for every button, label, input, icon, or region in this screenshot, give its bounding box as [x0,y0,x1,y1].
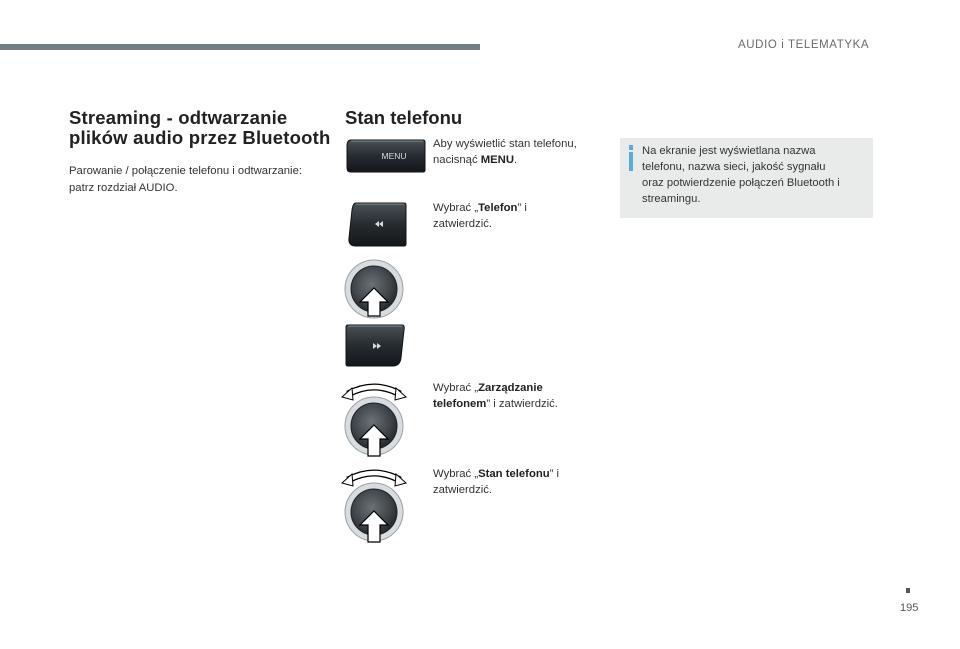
step-2-bold: Telefon [478,202,518,214]
streaming-heading-line2: plików audio przez Bluetooth [69,127,331,148]
streaming-body-line2: patrz rozdział AUDIO. [69,182,178,194]
info-icon-gap [629,150,633,152]
header-bar [0,44,480,50]
info-box [620,138,873,218]
step-3-post: ” i zatwierdzić. [486,398,558,410]
step-4-line2: zatwierdzić. [433,484,493,496]
step-3-bold1: Zarządzanie [478,382,543,394]
rotary-knob-rotate-push-2[interactable] [340,466,408,546]
step-3-pre: Wybrać „ [433,382,479,394]
info-line1: Na ekranie jest wyświetlana nazwa [642,145,816,157]
rotary-knob-rotate-push-1[interactable] [340,380,408,460]
next-button[interactable] [344,322,408,368]
page-marker [906,588,910,593]
step-4-text [433,466,608,498]
step-2-text [433,200,608,232]
streaming-body-line1: Parowanie / połączenie telefonu i odtwarzanie: [69,165,302,177]
step-4-pre: Wybrać „ [433,468,479,480]
info-line4: streamingu. [642,193,701,205]
info-line3: oraz potwierdzenie połączeń Bluetooth i [642,177,840,189]
section-label: AUDIO i TELEMATYKA [738,39,870,51]
info-icon [629,145,633,171]
info-line2: telefonu, nazwa sieci, jakość sygnału [642,161,826,173]
previous-button[interactable] [344,200,408,248]
step-4-bold: Stan telefonu [478,468,550,480]
info-text [642,143,867,207]
step-2-line2: zatwierdzić. [433,218,493,230]
step-2-pre: Wybrać „ [433,202,479,214]
step-4-post: ” i [549,468,560,480]
step-1-post: . [514,154,518,166]
rotary-knob-push[interactable] [342,258,406,320]
step-1-line1: Aby wyświetlić stan telefonu, [433,138,577,150]
phone-status-heading: Stan telefonu [345,107,463,128]
streaming-heading-line1: Streaming - odtwarzanie [69,107,288,128]
step-1-pre: nacisnąć [433,154,481,166]
step-2-post: ” i [517,202,527,214]
streaming-heading [69,108,339,148]
menu-button-label: MENU [381,151,407,161]
streaming-body [69,163,334,197]
step-1-bold: MENU [480,154,514,166]
menu-button[interactable] [345,138,427,174]
step-1-text [433,136,608,168]
page-number: 195 [900,602,919,614]
step-3-bold2: telefonem [433,398,487,410]
step-3-text [433,380,608,412]
